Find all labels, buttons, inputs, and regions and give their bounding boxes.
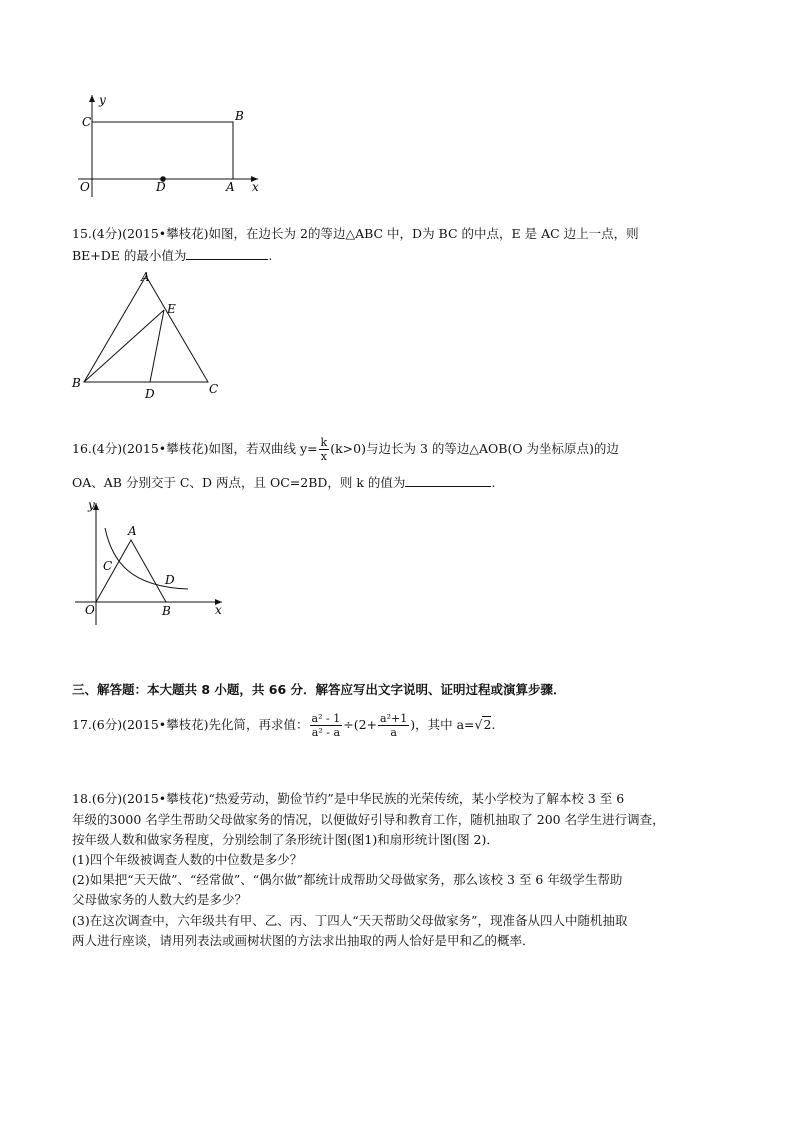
fig16-label-a: A: [128, 524, 137, 538]
q16-answer-blank[interactable]: [405, 474, 491, 487]
q17-f2-num: a²+1: [380, 712, 408, 725]
q16-text-line2: OA、AB 分别交于 C、D 两点，且 OC=2BD，则 k 的值为: [72, 475, 406, 490]
fig15-label-c: C: [209, 382, 219, 396]
q18-line2: 年级的3000 名学生帮助父母做家务的情况，以便做好引导和教育工作，随机抽取了 200 名学生进行调查，: [72, 812, 665, 827]
q18-number: 18.: [72, 791, 92, 806]
fig15-label-a: A: [141, 270, 150, 284]
fig16-label-y: y: [88, 498, 95, 512]
q18-line1: [72, 791, 624, 807]
q16-number: 16.: [72, 441, 92, 456]
q16-text: (4分)(2015•攀枝花)如图，若双曲线 y=: [91, 441, 318, 456]
fig16-label-c: C: [103, 559, 113, 573]
q16-end: .: [491, 475, 496, 490]
q17-f1-den: a² - a: [311, 726, 341, 739]
q16-line1: [72, 436, 619, 463]
fig14-label-y: y: [99, 93, 106, 107]
q15-line2: [72, 247, 272, 264]
q15-text: (4分)(2015•攀枝花)如图，在边长为 2的等边△ABC 中，D为 BC 的中点，E 是 AC 边上一点，则: [91, 226, 639, 241]
q17-end: .: [491, 717, 496, 732]
fig14-label-b: B: [235, 109, 244, 123]
fig16-label-d: D: [165, 573, 175, 587]
q18-sub1: (1)四个年级被调查人数的中位数是多少？: [72, 852, 303, 867]
q15-number: 15.: [72, 226, 92, 241]
q18-line3: 按年级人数和做家务程度，分别绘制了条形统计图(图1)和扇形统计图(图 2)．: [72, 832, 499, 847]
q17-fraction-1: [310, 712, 343, 739]
q16-line2: [72, 474, 495, 491]
fig15-label-b: B: [72, 376, 81, 390]
q15-line1: [72, 226, 639, 242]
figure-equilateral-triangle: [66, 268, 236, 403]
q17-text: (6分)(2015•攀枝花)先化简，再求值：: [91, 717, 309, 732]
fig14-label-o: O: [80, 180, 90, 194]
fig14-label-x: x: [252, 180, 259, 194]
fig14-label-a: A: [226, 180, 235, 194]
fig14-label-c: C: [82, 115, 92, 129]
fig14-label-d: D: [156, 180, 166, 194]
fig15-label-d: D: [145, 387, 155, 401]
q17-line: [72, 712, 495, 739]
fig16-label-o: O: [85, 603, 95, 617]
q17-fraction-2: [378, 712, 409, 739]
section-heading: 三、解答题：本大题共 8 小题，共 66 分．解答应写出文字说明、证明过程或演算步骤．: [72, 682, 566, 697]
q17-paren-open: (2+: [353, 717, 378, 732]
figure-hyperbola-triangle: [70, 495, 230, 630]
fig16-label-x: x: [215, 603, 222, 617]
q17-f1-num: a² - 1: [311, 712, 341, 725]
q18-sub3-line1: (3)在这次调查中，六年级共有甲、乙、丙、丁四人“天天帮助父母做家务”，现准备从四人中随机抽取: [72, 913, 628, 928]
q15-end: .: [268, 248, 273, 263]
q17-number: 17.: [72, 717, 92, 732]
q17-f2-den: a: [390, 726, 397, 739]
q18-sub2-line1: (2)如果把“天天做”、“经常做”、“偶尔做”都统计成帮助父母做家务，那么该校 3 至 6 年级学生帮助: [72, 872, 623, 887]
q18-sub2-line2: 父母做家务的人数大约是多少？: [72, 892, 248, 907]
q17-div: ÷: [343, 717, 354, 732]
figure-rectangle-axes: [70, 92, 270, 202]
q16-frac-num: k: [320, 436, 328, 449]
fig16-label-b: B: [162, 604, 171, 618]
q16-text-suffix: (k>0)与边长为 3 的等边△AOB(O 为坐标原点)的边: [330, 441, 619, 456]
fig15-label-e: E: [167, 302, 176, 316]
q18-text-1: (6分)(2015•攀枝花)“热爱劳动，勤俭节约”是中华民族的光荣传统，某小学校为了解本校 3 至 6: [91, 791, 625, 806]
q18-sub3-line2: 两人进行座谈，请用列表法或画树状图的方法求出抽取的两人恰好是甲和乙的概率．: [72, 933, 535, 948]
q16-frac-den: x: [320, 450, 327, 463]
q16-fraction: [319, 436, 330, 463]
q15-answer-blank[interactable]: [186, 247, 268, 260]
q17-paren-close: )，其中 a=√: [410, 717, 483, 732]
q15-text-line2: BE+DE 的最小值为: [72, 248, 187, 263]
q17-sqrt-value: 2: [483, 717, 492, 732]
